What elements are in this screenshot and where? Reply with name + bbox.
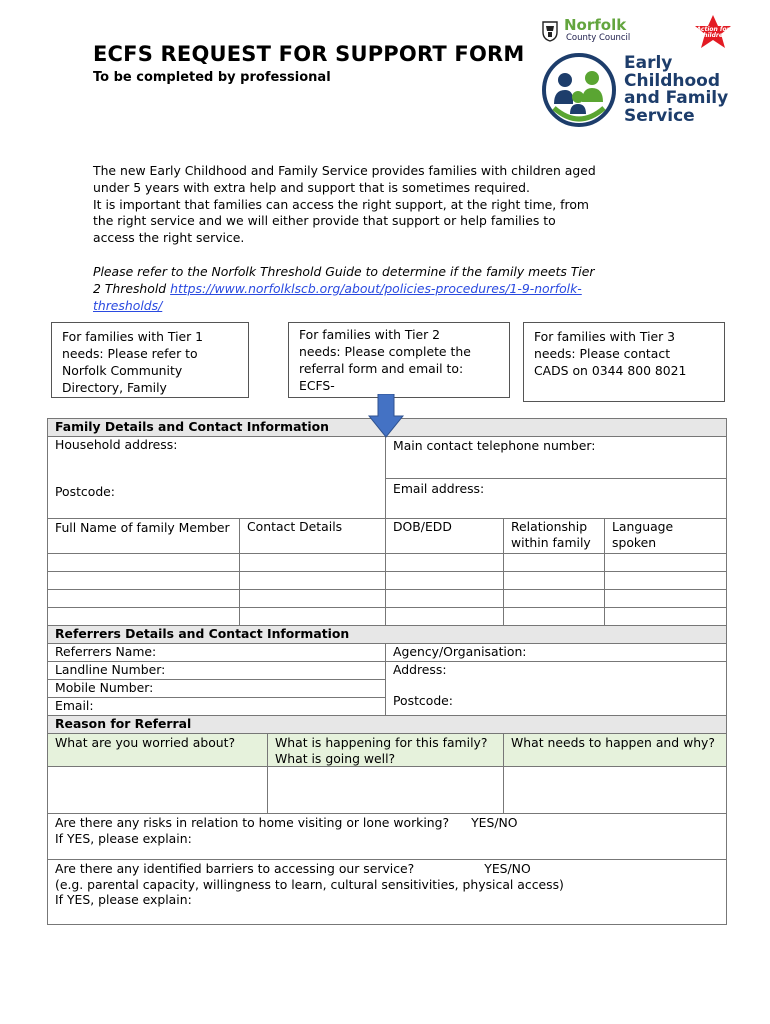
main-phone-field[interactable] xyxy=(386,437,727,479)
referrer-section-heading: Referrers Details and Contact Information xyxy=(48,626,727,644)
svg-text:Children: Children xyxy=(698,32,728,39)
member-dob-cell[interactable] xyxy=(386,554,504,572)
member-dob-cell[interactable] xyxy=(386,590,504,608)
tier1-line: For families with Tier 1 xyxy=(62,329,204,344)
tier2-line: ECFS- xyxy=(299,378,335,393)
threshold-link-cont[interactable]: thresholds/ xyxy=(93,297,163,313)
threshold-prefix: 2 Threshold xyxy=(93,280,171,296)
referrer-email-field[interactable] xyxy=(48,698,386,716)
member-relationship-cell[interactable] xyxy=(504,608,605,626)
ecfs-line: and Family xyxy=(624,88,729,108)
ecfs-line: Childhood xyxy=(624,70,721,91)
intro-line: the right service and we will either provide that support or help families to xyxy=(93,213,556,229)
happening-header: What is happening for this family? What is going well? xyxy=(268,734,504,767)
email-field[interactable] xyxy=(386,479,727,519)
col-header-language: Language spoken xyxy=(605,519,727,554)
postcode-label: Postcode: xyxy=(55,483,115,499)
risks-yes-no[interactable]: YES/NO xyxy=(471,815,518,830)
tier1-line: Directory, Family xyxy=(62,380,167,395)
threshold-link[interactable]: https://www.norfolklscb.org/about/policies-procedures/1-9-norfolk- xyxy=(170,280,582,296)
member-language-cell[interactable] xyxy=(605,608,727,626)
risks-explain: If YES, please explain: xyxy=(55,830,192,846)
member-language-cell[interactable] xyxy=(605,590,727,608)
member-name-cell[interactable] xyxy=(48,554,240,572)
ecfs-logo xyxy=(540,52,740,132)
needs-response[interactable] xyxy=(504,767,727,814)
member-dob-cell[interactable] xyxy=(386,572,504,590)
col-header-relationship: Relationship within family xyxy=(504,519,605,554)
member-relationship-cell[interactable] xyxy=(504,572,605,590)
norfolk-name: Norfolk xyxy=(564,16,627,34)
col-header-dob: DOB/EDD xyxy=(386,519,504,554)
needs-header: What needs to happen and why? xyxy=(504,734,727,767)
member-contact-cell[interactable] xyxy=(240,590,386,608)
form-title: ECFS REQUEST FOR SUPPORT FORM xyxy=(93,42,525,66)
intro-line: It is important that families can access the right support, at the right time, from xyxy=(93,196,589,212)
member-name-cell[interactable] xyxy=(48,608,240,626)
referrer-name-label: Referrers Name: xyxy=(55,644,157,659)
member-dob-cell[interactable] xyxy=(386,608,504,626)
barriers-explain: If YES, please explain: xyxy=(55,892,192,907)
referrer-address-field[interactable] xyxy=(386,662,727,716)
barriers-examples: (e.g. parental capacity, willingness to learn, cultural sensitivities, physical access) xyxy=(55,876,564,892)
barriers-yes-no[interactable]: YES/NO xyxy=(484,861,531,876)
table-row xyxy=(48,554,727,572)
ecfs-wordmark xyxy=(624,55,728,125)
mobile-field[interactable] xyxy=(48,680,386,698)
agency-field[interactable] xyxy=(386,644,727,662)
worried-response[interactable] xyxy=(48,767,268,814)
intro-line: access the right service. xyxy=(93,230,245,246)
form-subtitle: To be completed by professional xyxy=(93,70,331,85)
tier3-line: For families with Tier 3 xyxy=(534,329,676,344)
barriers-question-line xyxy=(55,861,719,877)
tier2-line: referral form and email to: xyxy=(299,361,464,376)
threshold-guidance-line3 xyxy=(93,298,693,315)
referrer-postcode-label: Postcode: xyxy=(393,692,453,708)
member-language-cell[interactable] xyxy=(605,554,727,572)
member-name-cell[interactable] xyxy=(48,590,240,608)
landline-label: Landline Number: xyxy=(55,662,166,677)
tier2-box xyxy=(288,322,510,398)
household-address-field[interactable] xyxy=(48,437,386,519)
happening-response[interactable] xyxy=(268,767,504,814)
tier1-line: Norfolk Community xyxy=(62,363,183,378)
referral-form-table xyxy=(47,418,727,925)
tier1-box xyxy=(51,322,249,398)
household-address-label: Household address: xyxy=(55,437,178,452)
member-relationship-cell[interactable] xyxy=(504,590,605,608)
referrer-address-label: Address: xyxy=(393,662,447,677)
agency-label: Agency/Organisation: xyxy=(393,644,527,659)
intro-section xyxy=(93,163,693,314)
member-relationship-cell[interactable] xyxy=(504,554,605,572)
barriers-question: Are there any identified barriers to accessing our service? xyxy=(55,861,415,876)
norfolk-sub: County Council xyxy=(566,33,631,43)
main-phone-label: Main contact telephone number: xyxy=(393,438,596,453)
tier2-line: needs: Please complete the xyxy=(299,344,471,359)
member-contact-cell[interactable] xyxy=(240,554,386,572)
risks-question-line xyxy=(55,815,719,831)
table-row xyxy=(48,572,727,590)
risks-question: Are there any risks in relation to home visiting or lone working? xyxy=(55,815,450,830)
threshold-guidance-line2 xyxy=(93,281,693,298)
action-for-children-star-icon xyxy=(693,14,733,50)
tier1-line: needs: Please refer to xyxy=(62,346,198,361)
email-label: Email address: xyxy=(393,481,485,496)
tier3-box xyxy=(523,322,725,402)
family-circle-icon xyxy=(540,52,618,128)
referrer-email-label: Email: xyxy=(55,698,94,713)
landline-field[interactable] xyxy=(48,662,386,680)
col-header-contact: Contact Details xyxy=(240,519,386,554)
intro-line: The new Early Childhood and Family Service provides families with children aged xyxy=(93,163,596,178)
member-contact-cell[interactable] xyxy=(240,608,386,626)
tier3-line: CADS on 0344 800 8021 xyxy=(534,363,687,378)
down-arrow-icon xyxy=(368,394,404,438)
member-language-cell[interactable] xyxy=(605,572,727,590)
barriers-field[interactable] xyxy=(48,860,727,925)
member-name-cell[interactable] xyxy=(48,572,240,590)
risks-field[interactable] xyxy=(48,814,727,860)
svg-text:Action for: Action for xyxy=(696,26,730,33)
tier2-line: For families with Tier 2 xyxy=(299,327,441,342)
referrer-name-field[interactable] xyxy=(48,644,386,662)
member-contact-cell[interactable] xyxy=(240,572,386,590)
tier3-line: needs: Please contact xyxy=(534,346,671,361)
intro-line: under 5 years with extra help and support that is sometimes required. xyxy=(93,179,530,195)
ecfs-line: Early xyxy=(624,53,673,73)
worried-header: What are you worried about? xyxy=(48,734,268,767)
crest-icon xyxy=(541,20,559,42)
reason-section-heading: Reason for Referral xyxy=(48,716,727,734)
family-section-heading: Family Details and Contact Information xyxy=(48,419,727,437)
threshold-guidance: Please refer to the Norfolk Threshold Guide to determine if the family meets Tier xyxy=(93,263,595,279)
mobile-label: Mobile Number: xyxy=(55,680,154,695)
ecfs-line: Service xyxy=(624,105,695,126)
table-row xyxy=(48,608,727,626)
col-header-full-name: Full Name of family Member xyxy=(48,519,240,554)
norfolk-county-council-logo xyxy=(541,18,633,46)
table-row xyxy=(48,590,727,608)
